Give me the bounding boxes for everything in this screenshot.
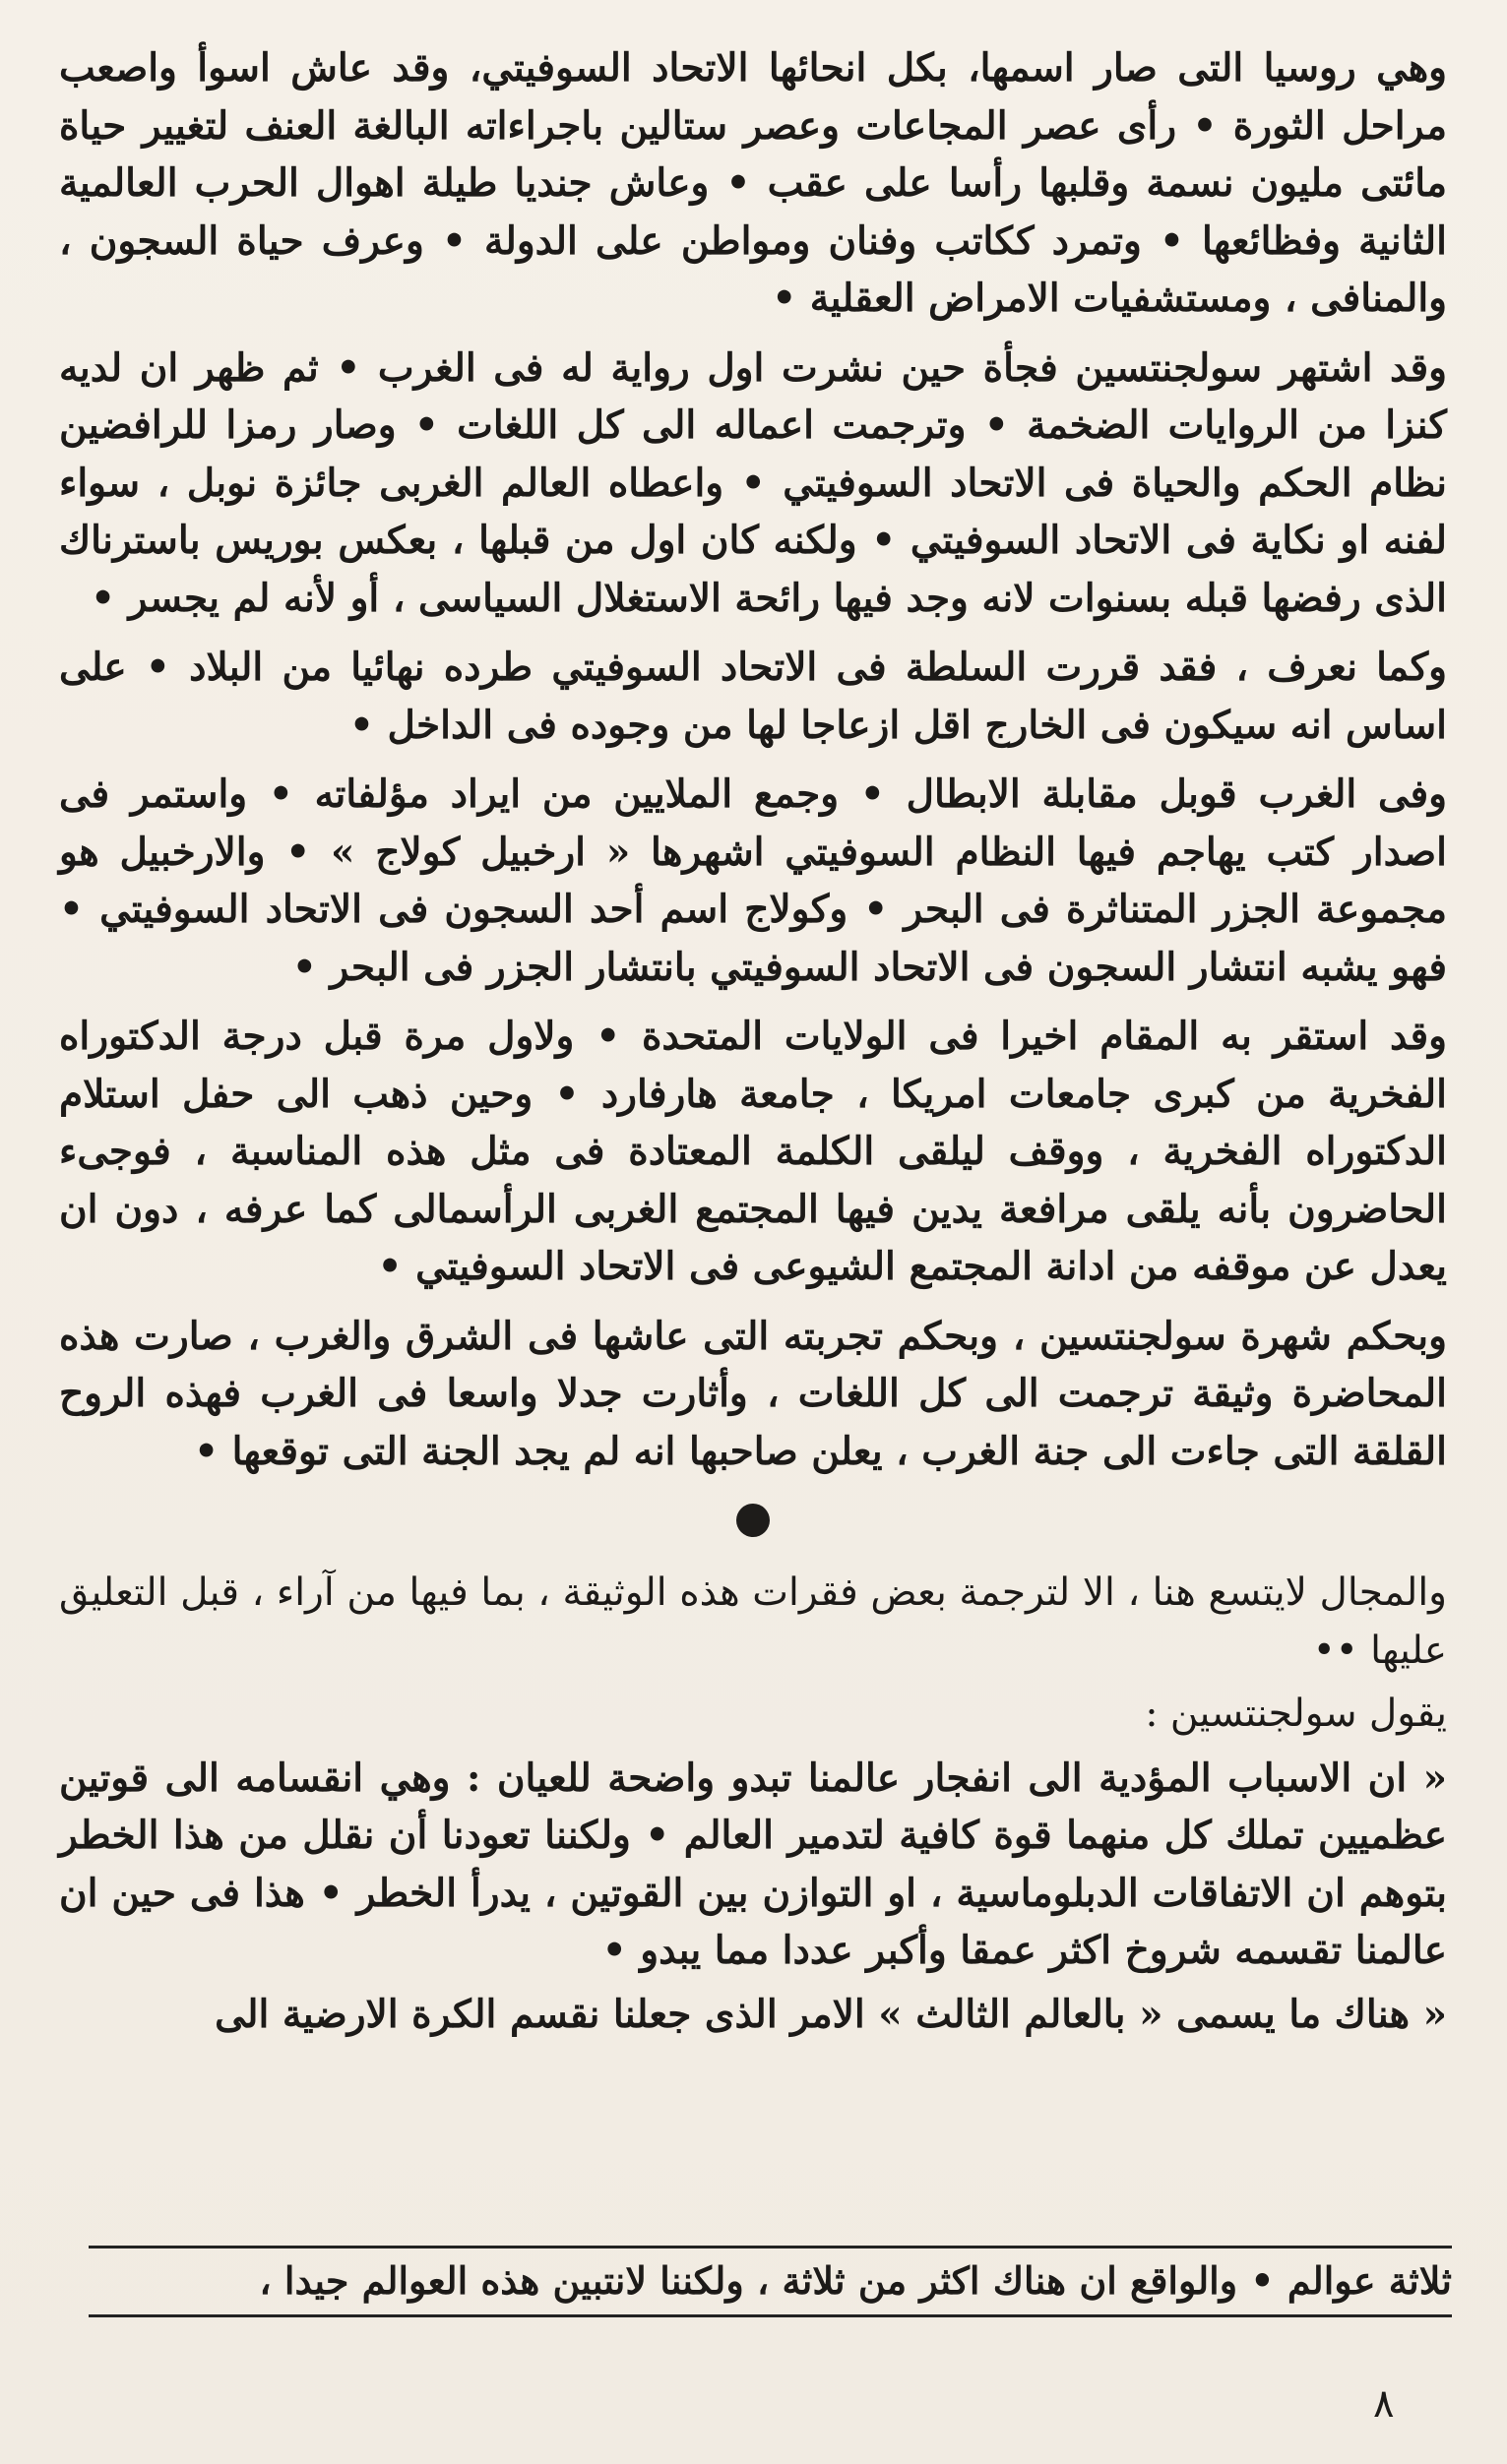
- paragraph-6: وبحكم شهرة سولجنتسين ، وبحكم تجربته التى عاشها فى الشرق والغرب ، صارت هذه المحاضرة وثيقة ترجمت الى كل اللغات ، وأثارت جدلا واسعا فى الغرب فهذه الروح القلقة التى جاءت الى جنة الغرب ، يعلن صاحبها انه لم يجد الجنة التى توقعها •: [59, 1313, 1447, 1474]
- quote-1: « ان الاسباب المؤدية الى انفجار عالمنا تبدو واضحة للعيان : وهي انقسامه الى قوتين عظميين تملك كل منهما قوة كافية لتدمير العالم • ولكننا تعودنا أن نقلل من هذا الخطر بتوهم ان الاتفاقات الدبلوماسية ، او التوازن بين القوتين ، يدرأ الخطر • هذا فى حين ان عالمنا تقسمه شروخ اكثر عمقا وأكبر عددا مما يبدو •: [59, 1755, 1447, 1973]
- main-text-column: [59, 39, 1447, 2049]
- page-number: ٨: [1373, 2381, 1395, 2427]
- section-2-intro: والمجال لايتسع هنا ، الا لترجمة بعض فقرات هذه الوثيقة ، بما فيها من آراء ، قبل التعليق عليها ••: [59, 1571, 1447, 1673]
- paragraph-3: وكما نعرف ، فقد قررت السلطة فى الاتحاد السوفيتي طرده نهائيا من البلاد • على اساس انه سيكون فى الخارج اقل ازعاجا لها من وجوده فى الداخل •: [59, 645, 1447, 748]
- section-divider-dot: [736, 1504, 770, 1537]
- footnote-text: ثلاثة عوالم • والواقع ان هناك اكثر من ثلاثة ، ولكننا لانتبين هذه العوالم جيدا ،: [259, 2258, 1452, 2303]
- section-2: [59, 1565, 1447, 2043]
- paragraph-4: وفى الغرب قوبل مقابلة الابطال • وجمع الملايين من ايراد مؤلفاته • واستمر فى اصدار كتب يهاجم فيها النظام السوفيتي اشهرها « ارخبيل كولاج » • والارخبيل هو مجموعة الجزر المتناثرة فى البحر • وكولاج اسم أحد السجون فى الاتحاد السوفيتي • فهو يشبه انتشار السجون فى الاتحاد السوفيتي بانتشار الجزر فى البحر •: [59, 771, 1447, 990]
- quote-2: « هناك ما يسمى « بالعالم الثالث » الامر الذى جعلنا نقسم الكرة الارضية الى: [215, 1991, 1447, 2037]
- footnote-bottom-rule: [89, 2314, 1452, 2317]
- footnote-top-rule: [89, 2246, 1452, 2248]
- paragraph-5: وقد استقر به المقام اخيرا فى الولايات المتحدة • ولاول مرة قبل درجة الدكتوراه الفخرية من كبرى جامعات امريكا ، جامعة هارفارد • وحين ذهب الى حفل استلام الدكتوراه الفخرية ، ووقف ليلقى الكلمة المعتادة فى مثل هذه المناسبة ، فوجىء الحاضرون بأنه يلقى مرافعة يدين فيها المجتمع الغربى الرأسمالى كما عرفه ، دون ان يعدل عن موقفه من ادانة المجتمع الشيوعى فى الاتحاد السوفيتي •: [59, 1014, 1447, 1289]
- section-2-says: يقول سولجنتسين :: [1145, 1692, 1447, 1736]
- paragraph-2: وقد اشتهر سولجنتسين فجأة حين نشرت اول رواية له فى الغرب • ثم ظهر ان لديه كنزا من الروايات الضخمة • وترجمت اعماله الى كل اللغات • وصار رمزا للرافضين نظام الحكم والحياة فى الاتحاد السوفيتي • واعطاه العالم الغربى جائزة نوبل ، سواء لفنه او نكاية فى الاتحاد السوفيتي • ولكنه كان اول من قبلها ، بعكس بوريس باسترناك الذى رفضها قبله بسنوات لانه وجد فيها رائحة الاستغلال السياسى ، أو لأنه لم يجسر •: [59, 344, 1447, 621]
- paragraph-1: وهي روسيا التى صار اسمها، بكل انحائها الاتحاد السوفيتي، وقد عاش اسوأ واصعب مراحل الثورة • رأى عصر المجاعات وعصر ستالين باجراءاته البالغة العنف لتغيير حياة مائتى مليون نسمة وقلبها رأسا على عقب • وعاش جنديا طيلة اهوال الحرب العالمية الثانية وفظائعها • وتمرد ككاتب وفنان ومواطن على الدولة • وعرف حياة السجون ، والمنافى ، ومستشفيات الامراض العقلية •: [59, 45, 1447, 321]
